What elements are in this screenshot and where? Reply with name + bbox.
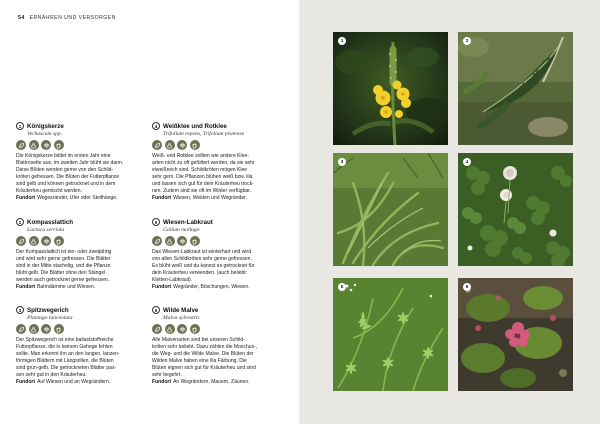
text-line: werden auch getrocknet gerne gefressen. <box>16 277 110 284</box>
clover-photo <box>458 153 573 266</box>
malva-photo <box>458 278 573 391</box>
text-line: Alle Malvenarten sind bei unseren Schild- <box>152 337 245 343</box>
fundort-value: Auf Wiesen und an Wegrändern. <box>37 379 111 386</box>
plant-name: Wiesen-Labkraut <box>163 218 213 226</box>
text-line: sehr gern. Die Pflanzen blühen weiß bzw. lila <box>152 174 253 181</box>
plant-entry <box>16 122 123 202</box>
text-line: Wilden Malve haben eine lila Färbung. Die <box>152 358 247 365</box>
fundort-value: Bahndämme und Wiesen. <box>37 284 96 291</box>
entry-number-badge: 5 <box>152 218 160 226</box>
text-line: Kletten-Labkraut). <box>152 277 193 284</box>
fundort-line <box>152 379 257 386</box>
leaf-icon <box>152 140 162 150</box>
entry-number-badge: 4 <box>152 122 160 130</box>
fundort-line <box>152 195 255 202</box>
icon-row <box>152 140 255 150</box>
text-line: dein Kräuterheu verwenden. (auch beliebt: <box>152 270 248 277</box>
leaf-icon <box>16 324 26 334</box>
latin-name: Lactuca serriola <box>27 227 65 233</box>
leaf-icon <box>152 236 162 246</box>
photo-galium <box>333 278 448 391</box>
entry-description <box>152 249 254 284</box>
entry-number-badge: 3 <box>16 306 24 314</box>
fundort-label: Fundort <box>152 379 172 386</box>
plant-entry <box>152 122 255 202</box>
bucket-icon <box>190 140 200 150</box>
text-line: Kräuterheu gemischt werden. <box>16 188 82 195</box>
plant-name: Spitzwegerich <box>27 306 69 314</box>
icon-row <box>152 324 257 334</box>
flower-icon <box>41 236 51 246</box>
photo-number-badge: 6 <box>463 283 471 291</box>
latin-name: Plantago lanceolata <box>27 315 73 321</box>
photo-clover <box>458 153 573 266</box>
plant-entry <box>16 306 120 386</box>
text-line: Der Spitzwegerich ist eine ballaststoffreiche <box>16 337 114 343</box>
text-line: sehr begehrt. <box>152 372 182 379</box>
entry-description <box>16 153 123 195</box>
page-number: 54 <box>18 15 25 21</box>
icon-row <box>16 324 120 334</box>
photo-plantago <box>333 153 448 266</box>
plant-entry <box>16 218 111 291</box>
photo-number-badge: 3 <box>338 158 346 166</box>
text-line: und wird sehr gerne gefressen. Die Blätter <box>16 256 111 263</box>
plantago-photo <box>333 153 448 266</box>
fundort-line <box>152 284 254 291</box>
text-line: kröten gefressen. Die Blüten der Futterpflanze <box>16 174 120 181</box>
right-page <box>300 0 600 424</box>
plant-name: Weißklee und Rotklee <box>163 122 227 130</box>
text-line: nen. Zudem sind sie oft im Winter verfügbar. <box>152 188 252 195</box>
leaf-icon <box>16 140 26 150</box>
flower-icon <box>41 324 51 334</box>
entry-heading <box>152 306 257 314</box>
photo-number-badge: 1 <box>338 37 346 45</box>
icon-row <box>152 236 254 246</box>
flower-icon <box>41 140 51 150</box>
fundort-line <box>16 379 120 386</box>
text-line: und lassen sich gut für dein Kräuterheu trock- <box>152 181 254 188</box>
text-line: Blüten eignen sich gut für Kräuterheu und sind <box>152 365 256 372</box>
text-line: Diese Blüten werden gerne von den Schild- <box>16 167 114 174</box>
latin-name: Verbascum spp. <box>27 131 63 137</box>
entry-number-badge: 6 <box>152 306 160 314</box>
text-line: sind gelb und können getrocknet und in dem <box>16 181 116 188</box>
entry-number-badge: 1 <box>16 122 24 130</box>
entry-heading <box>16 122 123 130</box>
fundort-value: Wiesen, Weiden und Wegränder. <box>173 195 247 202</box>
leaf-icon <box>16 236 26 246</box>
text-line: Futterpflanze, die in keinem Gehege fehlen <box>16 344 113 351</box>
bunny-icon <box>165 140 175 150</box>
bunny-icon <box>29 236 39 246</box>
plant-name: Königskerze <box>27 122 64 130</box>
fundort-line <box>16 195 123 202</box>
bunny-icon <box>29 140 39 150</box>
text-line: Die Königskerze bildet im ersten Jahr eine <box>16 153 111 159</box>
icon-row <box>16 140 123 150</box>
fundort-label: Fundort <box>152 284 172 291</box>
flower-icon <box>177 236 187 246</box>
bucket-icon <box>190 236 200 246</box>
photo-malva <box>458 278 573 391</box>
photo-number-badge: 2 <box>463 37 471 45</box>
latin-name: Malva sylvestris <box>163 315 200 321</box>
fundort-line <box>16 284 111 291</box>
bunny-icon <box>29 324 39 334</box>
text-line: Es blüht weiß und du kannst es getrocknet für <box>152 263 255 270</box>
plant-entry <box>152 306 257 386</box>
entry-heading <box>16 218 111 226</box>
fundort-label: Fundort <box>16 195 36 202</box>
text-line: förmigen Blättern mit Längsrillen, die Blüten <box>16 358 114 365</box>
bunny-icon <box>165 324 175 334</box>
icon-row <box>16 236 111 246</box>
galium-photo <box>333 278 448 391</box>
text-line: Der Kompasslattich ist ein- oder zweijährig <box>16 249 112 255</box>
flower-icon <box>177 324 187 334</box>
entry-description <box>152 153 255 195</box>
fundort-value: Wegesränder, Ufer oder Steilhänge. <box>37 195 118 202</box>
fundort-label: Fundort <box>152 195 172 202</box>
entry-heading <box>152 218 254 226</box>
entry-heading <box>152 122 255 130</box>
entry-description <box>16 249 111 284</box>
running-head <box>18 15 116 21</box>
section-title: ERNÄHREN UND VERSORGEN <box>29 15 116 21</box>
text-line: sollte. Man erkennt ihn an den langen, lanzen- <box>16 351 120 358</box>
latin-name: Galium mollugo <box>163 227 200 233</box>
fundort-label: Fundort <box>16 284 36 291</box>
text-line: arten nicht zu oft gefüttert werden, da sie sehr <box>152 160 255 167</box>
text-line: sen sehr gut in den Kräuterheu. <box>16 372 87 379</box>
text-line: Das Wiesen-Labkraut ist winterhart und wird <box>152 249 252 255</box>
page-gutter <box>298 0 302 424</box>
text-line: Blattrosette aus, im zweiten Jahr blüht sie dann. <box>16 160 124 167</box>
photo-verbascum <box>333 32 448 145</box>
text-line: eiweißreich sind. Schildkröten mögen Klee <box>152 167 248 174</box>
fundort-value: Wegränder, Böschungen, Wiesen. <box>173 284 250 291</box>
photo-number-badge: 5 <box>338 283 346 291</box>
leaf-icon <box>152 324 162 334</box>
plant-name: Wilde Malve <box>163 306 199 314</box>
lactuca-photo <box>458 32 573 145</box>
bucket-icon <box>190 324 200 334</box>
fundort-value: An Wegrändern, Mauern, Zäunen. <box>173 379 250 386</box>
plant-entry <box>152 218 254 291</box>
text-line: die Weg- und die Wilde Malve. Die Blüten der <box>152 351 254 358</box>
entry-number-badge: 2 <box>16 218 24 226</box>
text-line: von allen Schildkröten sehr gerne gefressen. <box>152 256 252 263</box>
text-line: blüht gelb. Die Blätter ohne den Stängel <box>16 270 106 277</box>
text-line: sind grün-gelb. Die getrockneten Blätter pas- <box>16 365 117 372</box>
plant-name: Kompasslattich <box>27 218 74 226</box>
fundort-label: Fundort <box>16 379 36 386</box>
verbascum-photo <box>333 32 448 145</box>
text-line: sind in der Mitte stachelig, und die Pflanze <box>16 263 111 270</box>
photo-number-badge: 4 <box>463 158 471 166</box>
text-line: kröten sehr beliebt. Dazu zählen die Moschus-, <box>152 344 258 351</box>
latin-name: Trifolium repens, Trifolium pratense <box>163 131 245 137</box>
bucket-icon <box>54 140 64 150</box>
photo-lactuca <box>458 32 573 145</box>
entry-heading <box>16 306 120 314</box>
bunny-icon <box>165 236 175 246</box>
entry-description <box>16 337 120 379</box>
text-line: Weiß- und Rotklee sollten wie andere Klee- <box>152 153 249 159</box>
bucket-icon <box>54 236 64 246</box>
entry-description <box>152 337 257 379</box>
flower-icon <box>177 140 187 150</box>
bucket-icon <box>54 324 64 334</box>
